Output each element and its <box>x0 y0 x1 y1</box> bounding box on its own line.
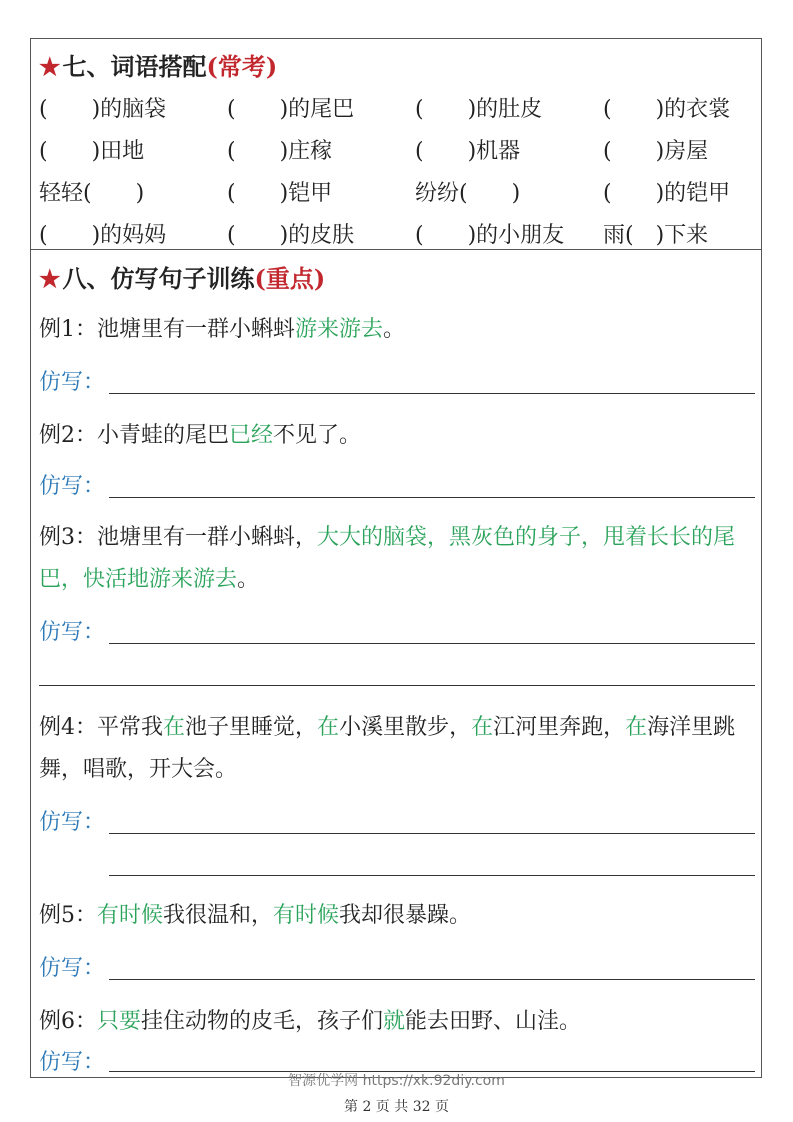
word-matching-grid <box>39 89 759 257</box>
answer-line[interactable] <box>109 393 755 394</box>
example-highlight: 在 <box>625 715 648 740</box>
grid-row <box>39 173 759 215</box>
example-label: 例3： <box>39 525 97 550</box>
answer-line[interactable] <box>109 833 755 834</box>
practice-label: 仿写： <box>39 956 106 981</box>
example-highlight: 游来游去 <box>295 317 384 342</box>
example-1 <box>39 309 751 351</box>
example-text: 池塘里有一群小蝌蚪， <box>97 525 318 550</box>
answer-line[interactable] <box>109 979 755 980</box>
example-highlight: 有时候 <box>97 903 164 928</box>
grid-cell[interactable]: ( )的尾巴 <box>227 97 355 122</box>
practice-label: 仿写： <box>39 474 106 499</box>
page-number: 第 2 页 共 32 页 <box>344 1099 449 1115</box>
answer-line[interactable] <box>39 685 755 686</box>
example-text: 能去田野、山洼。 <box>405 1009 582 1034</box>
section8-heading <box>39 259 325 294</box>
example-highlight: 就 <box>383 1009 406 1034</box>
example-label: 例4： <box>39 715 97 740</box>
example-label: 例1： <box>39 317 97 342</box>
example-highlight: 只要 <box>97 1009 142 1034</box>
example-label: 例2： <box>39 423 97 448</box>
example-label: 例5： <box>39 903 97 928</box>
star-icon: ★ <box>39 264 61 293</box>
grid-row <box>39 215 759 257</box>
example-label: 例6： <box>39 1009 97 1034</box>
example-highlight: 在 <box>317 715 340 740</box>
example-6 <box>39 1001 751 1043</box>
example-text: 挂住动物的皮毛，孩子们 <box>141 1009 384 1034</box>
example-text: 我却很暴躁。 <box>339 903 472 928</box>
example-text: 海洋里跳舞，唱歌，开大会。 <box>39 715 736 782</box>
example-4 <box>39 707 751 791</box>
example-text: 池子里睡觉， <box>185 715 318 740</box>
grid-cell[interactable]: 雨( )下来 <box>603 223 709 248</box>
example-highlight: 在 <box>471 715 494 740</box>
example-highlight: 有时候 <box>273 903 340 928</box>
practice-label: 仿写： <box>39 810 106 835</box>
example-text: 我很温和， <box>163 903 274 928</box>
section8-tag: (重点) <box>254 264 326 293</box>
example-text: 不见了。 <box>273 423 362 448</box>
grid-cell[interactable]: ( )的铠甲 <box>603 181 731 206</box>
grid-cell[interactable]: ( )的肚皮 <box>415 97 543 122</box>
practice-label: 仿写： <box>39 1050 106 1075</box>
section7-heading <box>39 47 277 82</box>
grid-cell[interactable]: ( )的皮肤 <box>227 223 355 248</box>
practice-label: 仿写： <box>39 620 106 645</box>
answer-line[interactable] <box>109 875 755 876</box>
section-word-matching <box>31 39 761 250</box>
example-2 <box>39 415 751 457</box>
grid-cell[interactable]: ( )田地 <box>39 139 145 164</box>
section7-tag: (常考) <box>206 52 278 81</box>
grid-cell[interactable]: ( )铠甲 <box>227 181 333 206</box>
grid-cell[interactable]: ( )的妈妈 <box>39 223 167 248</box>
grid-cell[interactable]: ( )房屋 <box>603 139 709 164</box>
example-text: 。 <box>383 317 406 342</box>
example-5 <box>39 895 751 937</box>
example-text: 平常我 <box>97 715 164 740</box>
example-text: 池塘里有一群小蝌蚪 <box>97 317 296 342</box>
grid-cell[interactable]: ( )的脑袋 <box>39 97 167 122</box>
grid-cell[interactable]: 纷纷( ) <box>415 181 521 206</box>
grid-cell[interactable]: ( )机器 <box>415 139 521 164</box>
example-highlight: 已经 <box>229 423 274 448</box>
answer-line[interactable] <box>109 643 755 644</box>
grid-cell[interactable]: ( )的衣裳 <box>603 97 731 122</box>
grid-cell[interactable]: 轻轻( ) <box>39 181 145 206</box>
worksheet-frame <box>30 38 762 1078</box>
example-text: 江河里奔跑， <box>493 715 626 740</box>
example-text: 小青蛙的尾巴 <box>97 423 230 448</box>
example-3 <box>39 517 751 601</box>
section8-title: 八、仿写句子训练 <box>62 264 255 293</box>
practice-label: 仿写： <box>39 370 106 395</box>
example-highlight: 大大的脑袋，黑灰色的身子，甩着长长的尾巴，快活地游来游去 <box>39 525 736 592</box>
example-text: 。 <box>237 567 260 592</box>
example-text: 小溪里散步， <box>339 715 472 740</box>
section7-title: 七、词语搭配 <box>62 52 207 81</box>
grid-row <box>39 131 759 173</box>
grid-cell[interactable]: ( )的小朋友 <box>415 223 565 248</box>
answer-line[interactable] <box>109 497 755 498</box>
grid-row <box>39 89 759 131</box>
watermark-site: 智源优学网 https://xk.92diy.com <box>288 1073 505 1089</box>
grid-cell[interactable]: ( )庄稼 <box>227 139 333 164</box>
star-icon: ★ <box>39 52 61 81</box>
example-highlight: 在 <box>163 715 186 740</box>
